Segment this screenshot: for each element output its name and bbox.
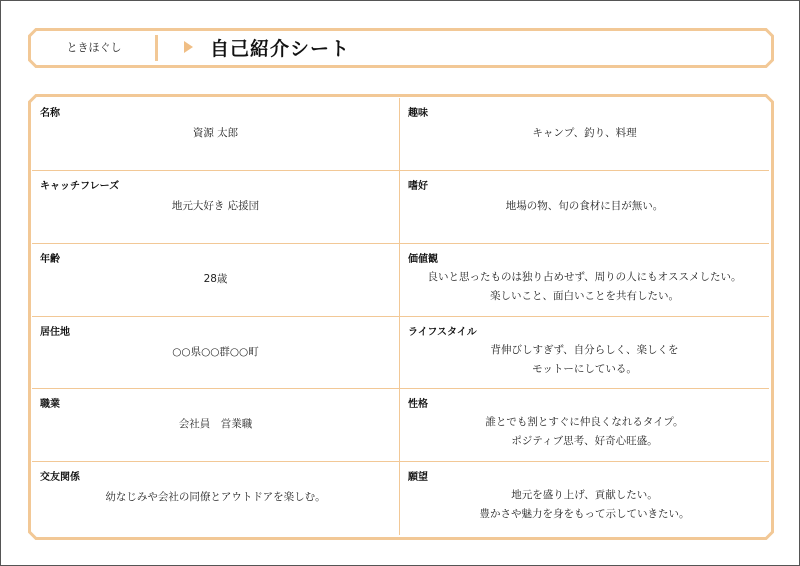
cell-preference (400, 171, 769, 244)
cell-value: 資源 太郎 (192, 127, 239, 139)
cell-label: 価値観 (408, 253, 438, 265)
cell-relationships (32, 462, 400, 535)
cell-value: 28歳 (203, 272, 228, 285)
cell-aspiration (400, 462, 769, 535)
cell-label: 居住地 (40, 326, 70, 338)
profile-grid (32, 98, 769, 535)
cell-catchphrase (32, 171, 400, 244)
cell-label: ライフスタイル (408, 326, 477, 338)
cell-label: 性格 (408, 399, 428, 411)
page-title: 自己紹介シート (210, 37, 351, 60)
cell-label: 交友関係 (40, 472, 80, 484)
cell-value: ○○県○○群○○町 (172, 345, 259, 358)
cell-value: 背伸びしすぎず、自分らしく、楽しくを モットーにしている。 (490, 343, 679, 375)
cell-value: 誰とでも割とすぐに仲良くなれるタイプ。 ポジティブ思考、好奇心旺盛。 (485, 416, 684, 448)
cell-label: 名称 (40, 108, 60, 119)
cell-occupation (32, 389, 400, 462)
cell-value: 地元を盛り上げ、貢献したい。 豊かさや魅力を身をもって示していきたい。 (479, 489, 690, 521)
cell-lifestyle (400, 317, 769, 390)
cell-value: キャンプ、釣り、料理 (532, 127, 637, 139)
cell-value: 地元大好き 応援団 (171, 199, 260, 212)
triangle-arrow-icon (184, 41, 193, 53)
cell-personality (400, 389, 769, 462)
cell-name (32, 98, 400, 171)
cell-label: キャッチフレーズ (40, 180, 120, 192)
cell-value: 会社員 営業職 (178, 418, 253, 431)
cell-value: 良いと思ったものは独り占めせず、周りの人にもオススメしたい。 楽しいこと、面白いことを共有したい。 (427, 270, 742, 302)
cell-residence (32, 317, 400, 390)
cell-values (400, 244, 769, 317)
cell-label: 年齢 (40, 253, 60, 265)
cell-label: 趣味 (408, 108, 428, 119)
cell-label: 職業 (40, 399, 60, 411)
cell-age (32, 244, 400, 317)
cell-label: 願望 (408, 472, 428, 484)
cell-label: 嗜好 (408, 180, 428, 192)
cell-value: 地場の物、旬の食材に目が無い。 (505, 199, 664, 212)
brand-label: ときほぐし (66, 41, 122, 54)
cell-value: 幼なじみや会社の同僚とアウトドアを楽しむ。 (105, 491, 326, 504)
header-divider (155, 35, 158, 61)
cell-hobby (400, 98, 769, 171)
